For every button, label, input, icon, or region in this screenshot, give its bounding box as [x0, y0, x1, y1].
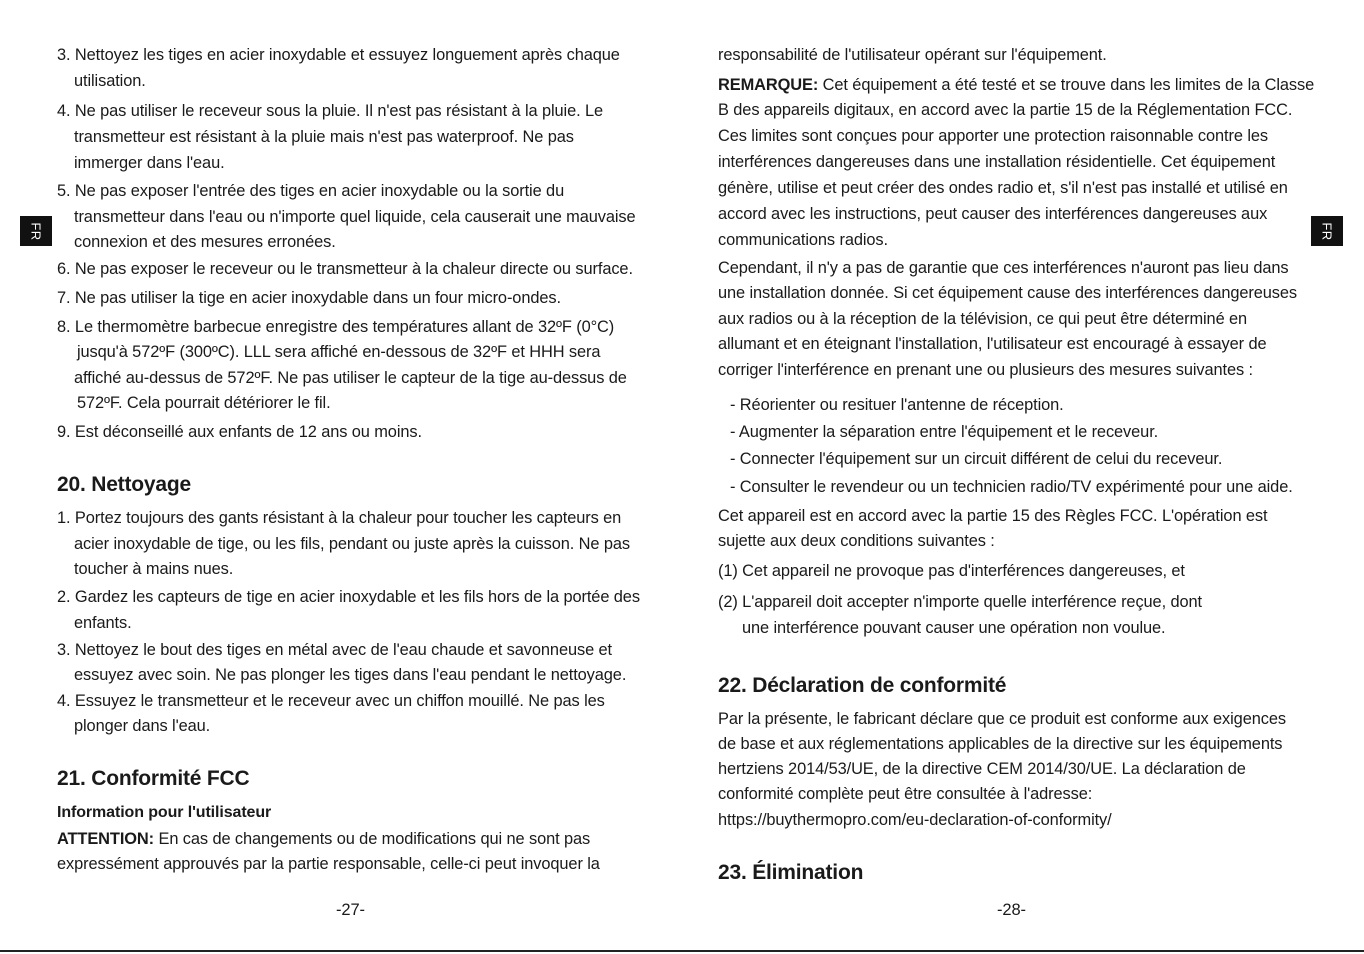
- list-item-continuation: enfants.: [74, 614, 132, 632]
- measure-item: - Connecter l'équipement sur un circuit différent de celui du receveur.: [730, 450, 1223, 468]
- list-item: 9. Est déconseillé aux enfants de 12 ans ou moins.: [57, 423, 422, 441]
- list-item-continuation: utilisation.: [74, 72, 146, 90]
- paragraph-line: Par la présente, le fabricant déclare que ce produit est conforme aux exigences: [718, 710, 1286, 728]
- bottom-rule: [0, 950, 1364, 952]
- list-item-continuation: 572ºF. Cela pourrait détériorer le fil.: [77, 394, 331, 412]
- paragraph-line: accord avec les instructions, peut causer des interférences dangereuses aux: [718, 205, 1268, 223]
- section-heading-elimination: 23. Élimination: [718, 861, 864, 884]
- list-item: 2. Gardez les capteurs de tige en acier inoxydable et les fils hors de la portée des: [57, 588, 640, 606]
- page-number: -27-: [336, 901, 365, 919]
- list-item: 8. Le thermomètre barbecue enregistre des températures allant de 32ºF (0°C): [57, 318, 615, 336]
- condition-item: (1) Cet appareil ne provoque pas d'interférences dangereuses, et: [718, 562, 1185, 580]
- list-item: 3. Nettoyez le bout des tiges en métal avec de l'eau chaude et savonneuse et: [57, 641, 613, 659]
- attention-label: ATTENTION:: [57, 830, 155, 848]
- measure-item: - Augmenter la séparation entre l'équipement et le receveur.: [730, 423, 1159, 441]
- list-item-continuation: immerger dans l'eau.: [74, 154, 225, 172]
- list-item: 6. Ne pas exposer le receveur ou le transmetteur à la chaleur directe ou surface.: [57, 260, 633, 278]
- attention-paragraph-line: expressément approuvés par la partie responsable, celle-ci peut invoquer la: [57, 855, 600, 873]
- list-item-continuation: jusqu'à 572ºF (300ºC). LLL sera affiché en-dessous de 32ºF et HHH sera: [77, 343, 601, 361]
- paragraph-line: conformité complète peut être consultée à l'adresse:: [718, 785, 1093, 803]
- paragraph-line: Cependant, il n'y a pas de garantie que ces interférences n'auront pas lieu dans: [718, 259, 1289, 277]
- measure-item: - Réorienter ou resituer l'antenne de réception.: [730, 396, 1064, 414]
- attention-text: En cas de changements ou de modifications qui ne sont pas: [154, 830, 591, 848]
- condition-item-continuation: une interférence pouvant causer une opération non voulue.: [742, 619, 1166, 637]
- list-item: 1. Portez toujours des gants résistant à la chaleur pour toucher les capteurs en: [57, 509, 622, 527]
- language-tab-label: FR: [28, 221, 44, 241]
- paragraph-line: aux radios ou à la réception de la télévision, ce qui peut être déterminé en: [718, 310, 1248, 328]
- list-item: 4. Essuyez le transmetteur et le receveur avec un chiffon mouillé. Ne pas les: [57, 692, 605, 710]
- list-item-continuation: essuyez avec soin. Ne pas plonger les tiges dans l'eau pendant le nettoyage.: [74, 666, 627, 684]
- section-heading-nettoyage: 20. Nettoyage: [57, 473, 191, 496]
- paragraph-line: B des appareils digitaux, en accord avec la partie 15 de la Réglementation FCC.: [718, 101, 1293, 119]
- paragraph-line: Ces limites sont conçues pour apporter une protection raisonnable contre les: [718, 127, 1268, 145]
- list-item-continuation: acier inoxydable de tige, ou les fils, pendant ou juste après la cuisson. Ne pas: [74, 535, 630, 553]
- section-heading-fcc: 21. Conformité FCC: [57, 767, 250, 790]
- remark-label: REMARQUE:: [718, 76, 819, 94]
- paragraph-line: hertziens 2014/53/UE, de la directive CEM 2014/30/UE. La déclaration de: [718, 760, 1246, 778]
- list-item-continuation: connexion et des mesures erronées.: [74, 233, 336, 251]
- paragraph-line: responsabilité de l'utilisateur opérant sur l'équipement.: [718, 46, 1107, 64]
- list-item-continuation: transmetteur est résistant à la pluie mais n'est pas waterproof. Ne pas: [74, 128, 574, 146]
- language-tab-label: FR: [1319, 221, 1335, 241]
- paragraph-line: sujette aux deux conditions suivantes :: [718, 532, 995, 550]
- paragraph-line: génère, utilise et peut créer des ondes radio et, s'il n'est pas installé et utilisé en: [718, 179, 1288, 197]
- paragraph-line: interférences dangereuses dans une installation résidentielle. Cet équipement: [718, 153, 1276, 171]
- list-item-continuation: plonger dans l'eau.: [74, 717, 211, 735]
- language-tab-right: [1311, 216, 1343, 246]
- list-item: 7. Ne pas utiliser la tige en acier inoxydable dans un four micro-ondes.: [57, 289, 561, 307]
- language-tab-left: [20, 216, 52, 246]
- section-heading-declaration: 22. Déclaration de conformité: [718, 674, 1007, 697]
- list-item: 3. Nettoyez les tiges en acier inoxydable et essuyez longuement après chaque: [57, 46, 620, 64]
- measure-item: - Consulter le revendeur ou un technicien radio/TV expérimenté pour une aide.: [730, 478, 1293, 496]
- list-item: 5. Ne pas exposer l'entrée des tiges en acier inoxydable ou la sortie du: [57, 182, 565, 200]
- list-item-continuation: affiché au-dessus de 572ºF. Ne pas utiliser le capteur de la tige au-dessus de: [74, 369, 627, 387]
- section-subheading: Information pour l'utilisateur: [57, 804, 272, 821]
- remark-paragraph: [718, 73, 1314, 99]
- left-page: [57, 0, 657, 954]
- paragraph-line: une installation donnée. Si cet équipement cause des interférences dangereuses: [718, 284, 1298, 302]
- conformity-url: https://buythermopro.com/eu-declaration-of-conformity/: [718, 811, 1112, 829]
- paragraph-line: Cet appareil est en accord avec la partie 15 des Règles FCC. L'opération est: [718, 507, 1268, 525]
- list-item-continuation: toucher à mains nues.: [74, 560, 234, 578]
- page-number: -28-: [997, 901, 1026, 919]
- right-page: [718, 0, 1315, 954]
- list-item: 4. Ne pas utiliser le receveur sous la pluie. Il n'est pas résistant à la pluie. Le: [57, 102, 604, 120]
- attention-paragraph: [57, 827, 590, 853]
- paragraph-line: corriger l'interférence en prenant une ou plusieurs des mesures suivantes :: [718, 361, 1253, 379]
- condition-item: (2) L'appareil doit accepter n'importe quelle interférence reçue, dont: [718, 593, 1202, 611]
- paragraph-line: communications radios.: [718, 231, 888, 249]
- paragraph-line: allumant et en éteignant l'installation, l'utilisateur est encouragé à essayer de: [718, 335, 1267, 353]
- list-item-continuation: transmetteur dans l'eau ou n'importe quel liquide, cela causerait une mauvaise: [74, 208, 636, 226]
- paragraph-line: de base et aux réglementations applicables de la directive sur les équipements: [718, 735, 1283, 753]
- remark-text: Cet équipement a été testé et se trouve dans les limites de la Classe: [818, 76, 1315, 94]
